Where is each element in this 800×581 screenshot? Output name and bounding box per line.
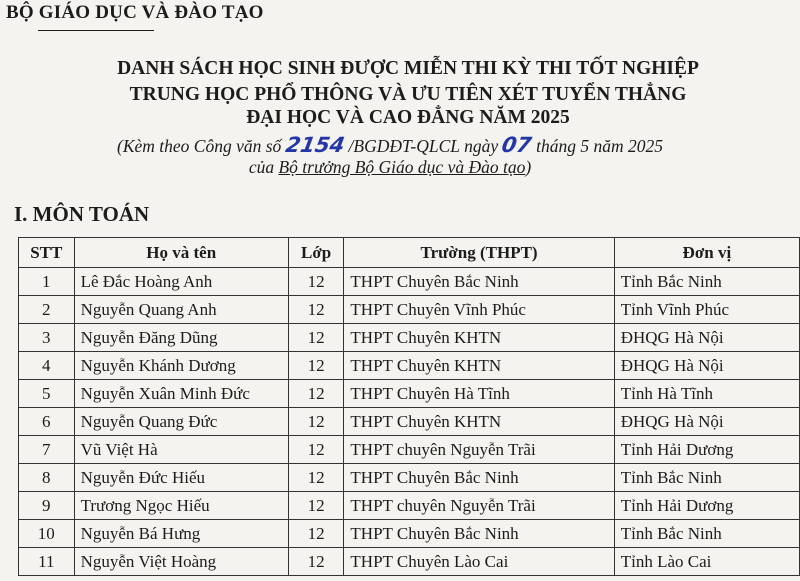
issuer-prefix: của bbox=[248, 157, 275, 177]
doc-code: /BGDĐT-QLCL ngày bbox=[348, 136, 499, 156]
student-table bbox=[18, 237, 800, 576]
table-row bbox=[19, 380, 800, 408]
cell-name: Nguyễn Quang Đức bbox=[74, 408, 288, 436]
cell-stt: 9 bbox=[19, 492, 75, 520]
cell-grade: 12 bbox=[288, 464, 344, 492]
issuer-name: Bộ trưởng Bộ Giáo dục và Đào tạo bbox=[278, 157, 526, 177]
ministry-name: BỘ GIÁO DỤC VÀ ĐÀO TẠO bbox=[6, 2, 264, 23]
col-header-unit: Đơn vị bbox=[614, 238, 799, 268]
cell-name: Nguyễn Đức Hiếu bbox=[74, 464, 288, 492]
cell-stt: 10 bbox=[19, 520, 75, 548]
cell-grade: 12 bbox=[288, 268, 344, 296]
cell-grade: 12 bbox=[288, 352, 344, 380]
table-row bbox=[19, 324, 800, 352]
doc-title-line-1: DANH SÁCH HỌC SINH ĐƯỢC MIỄN THI KỲ THI TỐT NGHIỆP bbox=[117, 58, 699, 79]
attach-prefix: (Kèm theo Công văn số bbox=[117, 136, 282, 156]
cell-unit: Tỉnh Vĩnh Phúc bbox=[614, 296, 799, 324]
cell-unit: Tỉnh Lào Cai bbox=[614, 548, 799, 576]
cell-grade: 12 bbox=[288, 548, 344, 576]
cell-school: THPT Chuyên Bắc Ninh bbox=[344, 268, 614, 296]
col-header-name: Họ và tên bbox=[74, 238, 288, 268]
cell-grade: 12 bbox=[288, 324, 344, 352]
cell-stt: 3 bbox=[19, 324, 75, 352]
handwritten-doc-number: 2154 bbox=[283, 133, 347, 157]
cell-stt: 6 bbox=[19, 408, 75, 436]
table-row bbox=[19, 296, 800, 324]
date-rest: tháng 5 năm 2025 bbox=[536, 136, 663, 156]
cell-grade: 12 bbox=[288, 408, 344, 436]
cell-name: Nguyễn Việt Hoàng bbox=[74, 548, 288, 576]
cell-stt: 11 bbox=[19, 548, 75, 576]
cell-name: Trương Ngọc Hiếu bbox=[74, 492, 288, 520]
cell-unit: Tỉnh Bắc Ninh bbox=[614, 520, 799, 548]
table-row bbox=[19, 352, 800, 380]
col-header-stt: STT bbox=[19, 238, 75, 268]
cell-school: THPT Chuyên Bắc Ninh bbox=[344, 464, 614, 492]
cell-name: Nguyễn Xuân Minh Đức bbox=[74, 380, 288, 408]
table-row bbox=[19, 436, 800, 464]
cell-school: THPT Chuyên Lào Cai bbox=[344, 548, 614, 576]
cell-unit: Tỉnh Hải Dương bbox=[614, 436, 799, 464]
col-header-grade: Lớp bbox=[288, 238, 344, 268]
cell-school: THPT chuyên Nguyễn Trãi bbox=[344, 436, 614, 464]
table-header-row bbox=[19, 238, 800, 268]
cell-school: THPT Chuyên KHTN bbox=[344, 352, 614, 380]
handwritten-day: 07 bbox=[500, 133, 534, 157]
cell-unit: Tỉnh Bắc Ninh bbox=[614, 268, 799, 296]
table-row bbox=[19, 492, 800, 520]
cell-stt: 4 bbox=[19, 352, 75, 380]
cell-school: THPT Chuyên Vĩnh Phúc bbox=[344, 296, 614, 324]
cell-school: THPT Chuyên KHTN bbox=[344, 408, 614, 436]
cell-unit: Tỉnh Bắc Ninh bbox=[614, 464, 799, 492]
table-row bbox=[19, 548, 800, 576]
section-title: I. MÔN TOÁN bbox=[14, 202, 150, 226]
cell-grade: 12 bbox=[288, 520, 344, 548]
cell-name: Nguyễn Quang Anh bbox=[74, 296, 288, 324]
cell-grade: 12 bbox=[288, 436, 344, 464]
cell-name: Vũ Việt Hà bbox=[74, 436, 288, 464]
cell-stt: 8 bbox=[19, 464, 75, 492]
issuer-suffix: ) bbox=[525, 157, 532, 177]
attachment-note bbox=[0, 133, 790, 157]
cell-stt: 1 bbox=[19, 268, 75, 296]
table-row bbox=[19, 520, 800, 548]
cell-school: THPT Chuyên Hà Tĩnh bbox=[344, 380, 614, 408]
table-row bbox=[19, 268, 800, 296]
cell-school: THPT Chuyên Bắc Ninh bbox=[344, 520, 614, 548]
cell-unit: ĐHQG Hà Nội bbox=[614, 352, 799, 380]
ministry-underline bbox=[38, 30, 154, 31]
cell-name: Nguyễn Khánh Dương bbox=[74, 352, 288, 380]
cell-unit: Tỉnh Hải Dương bbox=[614, 492, 799, 520]
cell-name: Lê Đắc Hoàng Anh bbox=[74, 268, 288, 296]
doc-title-line-3: ĐẠI HỌC VÀ CAO ĐẲNG NĂM 2025 bbox=[246, 107, 570, 128]
col-header-school: Trường (THPT) bbox=[344, 238, 614, 268]
cell-unit: Tỉnh Hà Tĩnh bbox=[614, 380, 799, 408]
cell-unit: ĐHQG Hà Nội bbox=[614, 324, 799, 352]
cell-stt: 2 bbox=[19, 296, 75, 324]
cell-unit: ĐHQG Hà Nội bbox=[614, 408, 799, 436]
table-row bbox=[19, 464, 800, 492]
cell-grade: 12 bbox=[288, 492, 344, 520]
cell-name: Nguyễn Bá Hưng bbox=[74, 520, 288, 548]
issuer-note bbox=[0, 157, 790, 178]
cell-name: Nguyễn Đăng Dũng bbox=[74, 324, 288, 352]
cell-grade: 12 bbox=[288, 380, 344, 408]
cell-stt: 5 bbox=[19, 380, 75, 408]
cell-grade: 12 bbox=[288, 296, 344, 324]
cell-school: THPT chuyên Nguyễn Trãi bbox=[344, 492, 614, 520]
cell-school: THPT Chuyên KHTN bbox=[344, 324, 614, 352]
doc-title-line-2: TRUNG HỌC PHỔ THÔNG VÀ ƯU TIÊN XÉT TUYỂN THẲNG bbox=[129, 84, 687, 105]
table-row bbox=[19, 408, 800, 436]
cell-stt: 7 bbox=[19, 436, 75, 464]
